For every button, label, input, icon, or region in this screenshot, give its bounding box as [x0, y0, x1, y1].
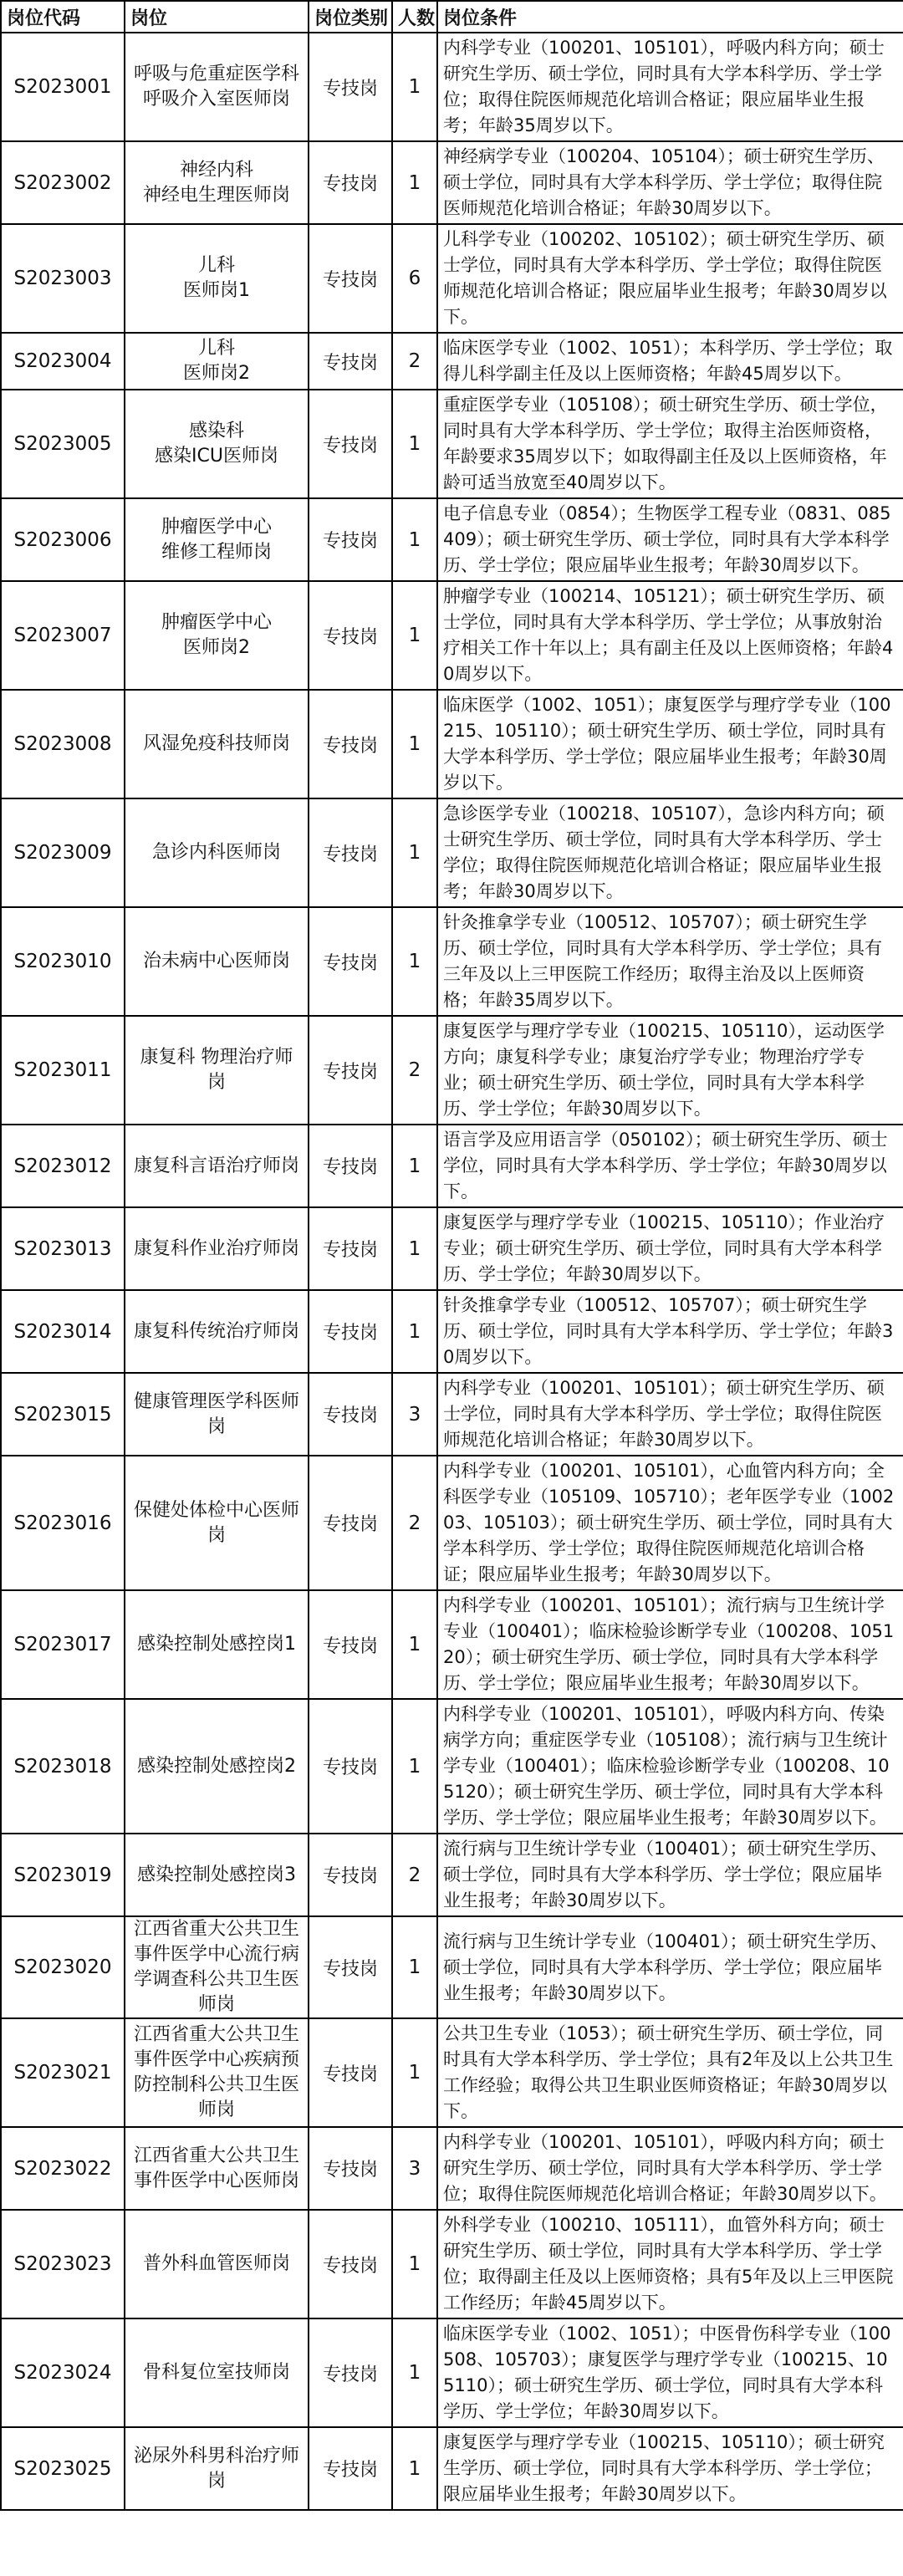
position-name-cell: 江西省重大公共卫生 事件医学中心疾病预 防控制科公共卫生医 师岗 [125, 2018, 309, 2127]
position-conditions-cell: 临床医学专业（1002、1051）；中医骨伤科学专业（100508、105703）；康复医学与理疗学专业（100215、105110）；硕士研究生学历、硕士学位，同时具有大学本科学历、学士学位；年龄30周岁以下。 [437, 2318, 903, 2427]
headcount-cell: 1 [392, 907, 437, 1016]
position-name-cell: 治未病中心医师岗 [125, 907, 309, 1016]
headcount-cell: 1 [392, 1916, 437, 2018]
table-row [1, 907, 903, 1016]
header-code: 岗位代码 [1, 1, 125, 33]
table-row [1, 2210, 903, 2318]
table-row [1, 33, 903, 141]
position-name-cell: 感染控制处感控岗3 [125, 1834, 309, 1916]
position-category-cell: 专技岗 [309, 581, 392, 690]
position-code-cell: S2023025 [1, 2427, 125, 2510]
table-row [1, 2127, 903, 2210]
table-row [1, 1834, 903, 1916]
position-name-cell: 普外科血管医师岗 [125, 2210, 309, 2318]
position-code-cell: S2023006 [1, 498, 125, 581]
position-code-cell: S2023015 [1, 1373, 125, 1456]
position-name-cell: 健康管理医学科医师 岗 [125, 1373, 309, 1456]
headcount-cell: 2 [392, 1834, 437, 1916]
position-name-cell: 儿科 医师岗2 [125, 333, 309, 390]
position-code-cell: S2023010 [1, 907, 125, 1016]
position-conditions-cell: 临床医学专业（1002、1051）；本科学历、学士学位；取得儿科学副主任及以上医师资格；年龄45周岁以下。 [437, 333, 903, 390]
position-code-cell: S2023016 [1, 1456, 125, 1590]
position-name-cell: 风湿免疫科技师岗 [125, 690, 309, 798]
position-conditions-cell: 外科学专业（100210、105111），血管外科方向；硕士研究生学历、硕士学位，同时具有大学本科学历、学士学位；取得副主任及以上医师资格；具有5年及以上三甲医院工作经历；年龄45周岁以下。 [437, 2210, 903, 2318]
table-body [1, 33, 903, 2510]
position-code-cell: S2023012 [1, 1125, 125, 1207]
headcount-cell: 1 [392, 1590, 437, 1699]
table-row [1, 1373, 903, 1456]
table-row [1, 1699, 903, 1834]
headcount-cell: 1 [392, 390, 437, 498]
position-code-cell: S2023001 [1, 33, 125, 141]
header-type: 岗位类别 [309, 1, 392, 33]
headcount-cell: 1 [392, 581, 437, 690]
position-category-cell: 专技岗 [309, 1290, 392, 1373]
position-conditions-cell: 针灸推拿学专业（100512、105707）；硕士研究生学历、硕士学位，同时具有大学本科学历、学士学位；具有三年及以上三甲医院工作经历；取得主治及以上医师资格；年龄35周岁以下。 [437, 907, 903, 1016]
position-conditions-cell: 内科学专业（100201、105101）；流行病与卫生统计学专业（100401）；临床检验诊断学专业（100208、105120）；硕士研究生学历、硕士学位，同时具有大学本科学历、学士学位；限应届毕业生报考；年龄30周岁以下。 [437, 1590, 903, 1699]
position-code-cell: S2023019 [1, 1834, 125, 1916]
headcount-cell: 1 [392, 33, 437, 141]
position-code-cell: S2023002 [1, 141, 125, 224]
position-name-cell: 江西省重大公共卫生 事件医学中心流行病 学调查科公共卫生医 师岗 [125, 1916, 309, 2018]
position-code-cell: S2023004 [1, 333, 125, 390]
position-code-cell: S2023018 [1, 1699, 125, 1834]
position-name-cell: 肿瘤医学中心 维修工程师岗 [125, 498, 309, 581]
header-cond: 岗位条件 [437, 1, 903, 33]
position-conditions-cell: 语言学及应用语言学（050102）；硕士研究生学历、硕士学位，同时具有大学本科学历、学士学位；年龄30周岁以下。 [437, 1125, 903, 1207]
headcount-cell: 3 [392, 2127, 437, 2210]
table-row [1, 141, 903, 224]
header-post: 岗位 [125, 1, 309, 33]
position-category-cell: 专技岗 [309, 498, 392, 581]
position-conditions-cell: 公共卫生专业（1053）；硕士研究生学历、硕士学位，同时具有大学本科学历、学士学位；具有2年及以上公共卫生工作经验；取得公共卫生职业医师资格证；年龄30周岁以下。 [437, 2018, 903, 2127]
position-code-cell: S2023014 [1, 1290, 125, 1373]
table-row [1, 2318, 903, 2427]
position-category-cell: 专技岗 [309, 690, 392, 798]
position-code-cell: S2023024 [1, 2318, 125, 2427]
position-name-cell: 康复科言语治疗师岗 [125, 1125, 309, 1207]
position-category-cell: 专技岗 [309, 1373, 392, 1456]
table-row [1, 1290, 903, 1373]
position-name-cell: 儿科 医师岗1 [125, 224, 309, 333]
position-name-cell: 呼吸与危重症医学科 呼吸介入室医师岗 [125, 33, 309, 141]
position-category-cell: 专技岗 [309, 907, 392, 1016]
position-name-cell: 急诊内科医师岗 [125, 798, 309, 907]
headcount-cell: 2 [392, 1456, 437, 1590]
headcount-cell: 2 [392, 1016, 437, 1125]
position-name-cell: 感染控制处感控岗2 [125, 1699, 309, 1834]
position-conditions-cell: 流行病与卫生统计学专业（100401）；硕士研究生学历、硕士学位，同时具有大学本科学历、学士学位；限应届毕业生报考；年龄30周岁以下。 [437, 1834, 903, 1916]
headcount-cell: 1 [392, 798, 437, 907]
position-category-cell: 专技岗 [309, 798, 392, 907]
table-row [1, 2427, 903, 2510]
position-code-cell: S2023011 [1, 1016, 125, 1125]
table-row [1, 333, 903, 390]
position-name-cell: 感染科 感染ICU医师岗 [125, 390, 309, 498]
position-category-cell: 专技岗 [309, 1590, 392, 1699]
table-row [1, 798, 903, 907]
position-conditions-cell: 内科学专业（100201、105101），呼吸内科方向、传染病学方向；重症医学专业（105108）；流行病与卫生统计学专业（100401）；临床检验诊断学专业（100208、105120）；硕士研究生学历、硕士学位，同时具有大学本科学历、学士学位；限应届毕业生报考；年龄30周岁以下。 [437, 1699, 903, 1834]
headcount-cell: 1 [392, 1207, 437, 1290]
table-row [1, 2018, 903, 2127]
position-code-cell: S2023003 [1, 224, 125, 333]
position-category-cell: 专技岗 [309, 1125, 392, 1207]
position-category-cell: 专技岗 [309, 390, 392, 498]
position-category-cell: 专技岗 [309, 2127, 392, 2210]
position-conditions-cell: 针灸推拿学专业（100512、105707）；硕士研究生学历、硕士学位，同时具有大学本科学历、学士学位；年龄30周岁以下。 [437, 1290, 903, 1373]
position-code-cell: S2023020 [1, 1916, 125, 2018]
table-row [1, 224, 903, 333]
position-name-cell: 神经内科 神经电生理医师岗 [125, 141, 309, 224]
position-conditions-cell: 康复医学与理疗学专业（100215、105110）；硕士研究生学历、硕士学位，同时具有大学本科学历、学士学位；限应届毕业生报考；年龄30周岁以下。 [437, 2427, 903, 2510]
position-code-cell: S2023008 [1, 690, 125, 798]
table-row [1, 1207, 903, 1290]
position-conditions-cell: 康复医学与理疗学专业（100215、105110），运动医学方向；康复科学专业；康复治疗学专业；物理治疗学专业；硕士研究生学历、硕士学位，同时具有大学本科学历、学士学位；年龄30周岁以下。 [437, 1016, 903, 1125]
headcount-cell: 1 [392, 498, 437, 581]
table-row [1, 390, 903, 498]
headcount-cell: 6 [392, 224, 437, 333]
header-num: 人数 [392, 1, 437, 33]
position-category-cell: 专技岗 [309, 1916, 392, 2018]
position-conditions-cell: 儿科学专业（100202、105102）；硕士研究生学历、硕士学位，同时具有大学本科学历、学士学位；取得住院医师规范化培训合格证；限应届毕业生报考；年龄30周岁以下。 [437, 224, 903, 333]
position-code-cell: S2023021 [1, 2018, 125, 2127]
headcount-cell: 1 [392, 2018, 437, 2127]
position-category-cell: 专技岗 [309, 33, 392, 141]
position-name-cell: 康复科传统治疗师岗 [125, 1290, 309, 1373]
position-conditions-cell: 临床医学（1002、1051）；康复医学与理疗学专业（100215、105110）；硕士研究生学历、硕士学位，同时具有大学本科学历、学士学位；限应届毕业生报考；年龄30周岁以下。 [437, 690, 903, 798]
position-category-cell: 专技岗 [309, 2210, 392, 2318]
headcount-cell: 1 [392, 690, 437, 798]
headcount-cell: 1 [392, 1290, 437, 1373]
position-conditions-cell: 内科学专业（100201、105101），心血管内科方向；全科医学专业（105109、105710）；老年医学专业（100203、105103）；硕士研究生学历、硕士学位，同时具有大学本科学历、学士学位；取得住院医师规范化培训合格证；限应届毕业生报考；年龄30周岁以下。 [437, 1456, 903, 1590]
position-conditions-cell: 内科学专业（100201、105101）；硕士研究生学历、硕士学位，同时具有大学本科学历、学士学位；取得住院医师规范化培训合格证；年龄30周岁以下。 [437, 1373, 903, 1456]
position-category-cell: 专技岗 [309, 2427, 392, 2510]
position-conditions-cell: 流行病与卫生统计学专业（100401）；硕士研究生学历、硕士学位，同时具有大学本科学历、学士学位；限应届毕业生报考；年龄30周岁以下。 [437, 1916, 903, 2018]
position-conditions-cell: 急诊医学专业（100218、105107），急诊内科方向；硕士研究生学历、硕士学位，同时具有大学本科学历、学士学位；取得住院医师规范化培训合格证；限应届毕业生报考；年龄30周岁以下。 [437, 798, 903, 907]
position-name-cell: 江西省重大公共卫生 事件医学中心医师岗 [125, 2127, 309, 2210]
position-name-cell: 保健处体检中心医师 岗 [125, 1456, 309, 1590]
table-row [1, 1916, 903, 2018]
headcount-cell: 1 [392, 2318, 437, 2427]
headcount-cell: 1 [392, 141, 437, 224]
position-conditions-cell: 康复医学与理疗学专业（100215、105110）；作业治疗专业；硕士研究生学历、硕士学位，同时具有大学本科学历、学士学位；年龄30周岁以下。 [437, 1207, 903, 1290]
table-row [1, 1456, 903, 1590]
table-row [1, 1590, 903, 1699]
position-code-cell: S2023005 [1, 390, 125, 498]
position-category-cell: 专技岗 [309, 1834, 392, 1916]
headcount-cell: 1 [392, 2210, 437, 2318]
position-conditions-cell: 重症医学专业（105108）；硕士研究生学历、硕士学位，同时具有大学本科学历、学士学位；取得主治医师资格，年龄要求35周岁以下；如取得副主任及以上医师资格，年龄可适当放宽至40周岁以下。 [437, 390, 903, 498]
position-conditions-cell: 神经病学专业（100204、105104）；硕士研究生学历、硕士学位，同时具有大学本科学历、学士学位；取得住院医师规范化培训合格证；年龄30周岁以下。 [437, 141, 903, 224]
table-row [1, 1125, 903, 1207]
position-category-cell: 专技岗 [309, 1207, 392, 1290]
position-name-cell: 康复科 物理治疗师 岗 [125, 1016, 309, 1125]
position-category-cell: 专技岗 [309, 333, 392, 390]
position-conditions-cell: 内科学专业（100201、105101），呼吸内科方向；硕士研究生学历、硕士学位，同时具有大学本科学历、学士学位；取得住院医师规范化培训合格证；年龄30周岁以下。 [437, 2127, 903, 2210]
position-category-cell: 专技岗 [309, 1699, 392, 1834]
position-code-cell: S2023013 [1, 1207, 125, 1290]
position-code-cell: S2023023 [1, 2210, 125, 2318]
table-row [1, 581, 903, 690]
position-category-cell: 专技岗 [309, 224, 392, 333]
headcount-cell: 2 [392, 333, 437, 390]
position-name-cell: 骨科复位室技师岗 [125, 2318, 309, 2427]
position-conditions-cell: 肿瘤学专业（100214、105121）；硕士研究生学历、硕士学位，同时具有大学本科学历、学士学位；从事放射治疗相关工作十年以上；具有副主任及以上医师资格；年龄40周岁以下。 [437, 581, 903, 690]
header-row [1, 1, 903, 33]
position-name-cell: 肿瘤医学中心 医师岗2 [125, 581, 309, 690]
position-conditions-cell: 电子信息专业（0854）；生物医学工程专业（0831、085409）；硕士研究生学历、硕士学位，同时具有大学本科学历、学士学位；限应届毕业生报考；年龄30周岁以下。 [437, 498, 903, 581]
position-code-cell: S2023009 [1, 798, 125, 907]
headcount-cell: 1 [392, 2427, 437, 2510]
position-category-cell: 专技岗 [309, 141, 392, 224]
position-name-cell: 泌尿外科男科治疗师 岗 [125, 2427, 309, 2510]
position-code-cell: S2023007 [1, 581, 125, 690]
table-row [1, 690, 903, 798]
table-row [1, 1016, 903, 1125]
table-row [1, 498, 903, 581]
position-category-cell: 专技岗 [309, 2018, 392, 2127]
headcount-cell: 3 [392, 1373, 437, 1456]
position-name-cell: 康复科作业治疗师岗 [125, 1207, 309, 1290]
position-category-cell: 专技岗 [309, 2318, 392, 2427]
position-code-cell: S2023017 [1, 1590, 125, 1699]
position-category-cell: 专技岗 [309, 1016, 392, 1125]
position-category-cell: 专技岗 [309, 1456, 392, 1590]
headcount-cell: 1 [392, 1699, 437, 1834]
position-name-cell: 感染控制处感控岗1 [125, 1590, 309, 1699]
position-conditions-cell: 内科学专业（100201、105101），呼吸内科方向；硕士研究生学历、硕士学位，同时具有大学本科学历、学士学位；取得住院医师规范化培训合格证；限应届毕业生报考；年龄35周岁以下。 [437, 33, 903, 141]
headcount-cell: 1 [392, 1125, 437, 1207]
position-code-cell: S2023022 [1, 2127, 125, 2210]
